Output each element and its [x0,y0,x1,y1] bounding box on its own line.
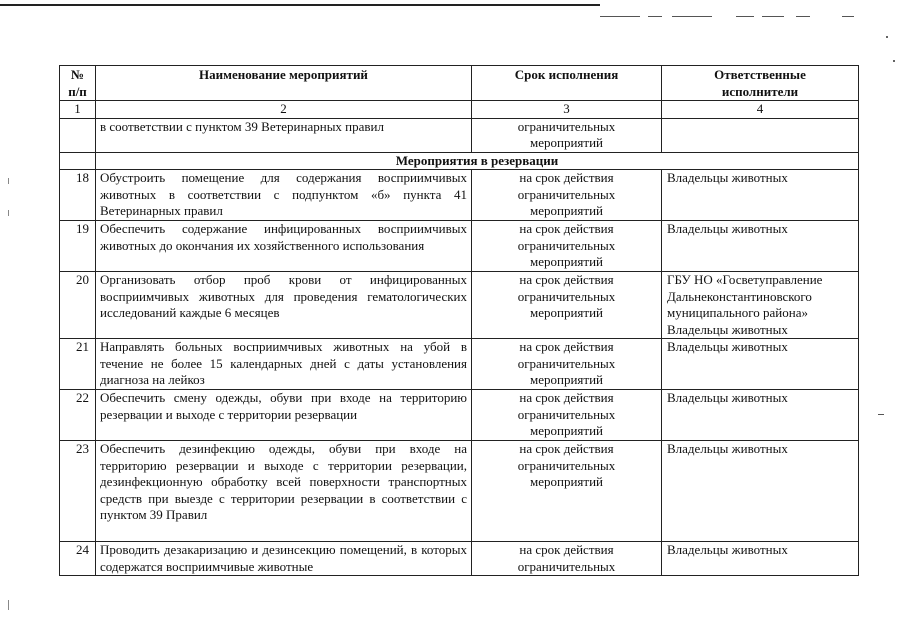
table-row [60,170,859,221]
scan-dash [762,16,784,17]
measures-table [59,65,859,576]
cell-name: Проводить дезакаризацию и дезинсекцию помещений, в которых содержатся восприимчивые животные [96,542,472,576]
table-row [60,339,859,390]
section-title: Мероприятия в резервации [96,152,859,170]
cell-num: 20 [60,272,96,339]
cell-num: 21 [60,339,96,390]
scan-tick [8,178,9,184]
cell-resp: Владельцы животных [662,170,859,221]
cell-resp: Владельцы животных [662,390,859,441]
table-row [60,390,859,441]
cell-num [60,118,96,152]
header-term: Срок исполнения [472,66,662,101]
scan-tick [8,600,9,610]
header-resp: Ответственные исполнители [662,66,859,101]
cell-resp: Владельцы животных [662,339,859,390]
cell-name: в соответствии с пунктом 39 Ветеринарных правил [96,118,472,152]
cell-term: на срок действия ограничительных мероприятий [472,339,662,390]
scan-dot [893,60,895,62]
cell-name: Обеспечить смену одежды, обуви при входе на территорию резервации и выходе с территории резервации [96,390,472,441]
col-number-2: 2 [96,101,472,119]
cell-resp: Владельцы животных [662,441,859,542]
scan-dash [600,16,640,17]
scan-dash [878,414,884,415]
cell-resp: Владельцы животных [662,221,859,272]
scan-dash [796,16,810,17]
cell-term: на срок действия ограничительных мероприятий [472,170,662,221]
cell-num: 19 [60,221,96,272]
cell-term: на срок действия ограничительных мероприятий [472,441,662,542]
cell-resp: Владельцы животных [662,542,859,576]
col-number-4: 4 [662,101,859,119]
cell-name: Организовать отбор проб крови от инфицированных восприимчивых животных для проведения гематологических исследований каждые 6 месяцев [96,272,472,339]
column-number-row [60,101,859,119]
cell-num: 23 [60,441,96,542]
cell-num: 24 [60,542,96,576]
cell-term: на срок действия ограничительных мероприятий [472,272,662,339]
cell-resp [662,118,859,152]
cell-term: на срок действия ограничительных [472,542,662,576]
table-row [60,272,859,339]
scan-dash [736,16,754,17]
cell-num: 18 [60,170,96,221]
cell-num: 22 [60,390,96,441]
cell-term: на срок действия ограничительных мероприятий [472,221,662,272]
cell-name: Направлять больных восприимчивых животных на убой в течение не более 15 календарных дней с даты установления диагноза на лейкоз [96,339,472,390]
scan-dot [886,36,888,38]
scan-dash [648,16,662,17]
table-header-row [60,66,859,101]
cell-name: Обустроить помещение для содержания восприимчивых животных в соответствии с подпунктом «б» пункта 41 Ветеринарных правил [96,170,472,221]
cell-num [60,152,96,170]
section-row [60,152,859,170]
continuation-row [60,118,859,152]
cell-name: Обеспечить содержание инфицированных восприимчивых животных до окончания их хозяйственного использования [96,221,472,272]
header-num: № п/п [60,66,96,101]
cell-term: на срок действия ограничительных мероприятий [472,390,662,441]
scan-tick [8,210,9,216]
table-row [60,542,859,576]
cell-term: ограничительных мероприятий [472,118,662,152]
scan-dash [842,16,854,17]
cell-resp: ГБУ НО «Госветуправление Дальнеконстантиновского муниципального района» Владельцы животных [662,272,859,339]
scan-top-border [0,4,600,6]
table-row [60,221,859,272]
scan-dash [672,16,712,17]
col-number-3: 3 [472,101,662,119]
col-number-1: 1 [60,101,96,119]
header-name: Наименование мероприятий [96,66,472,101]
cell-name: Обеспечить дезинфекцию одежды, обуви при входе на территорию резервации и выходе с территории резервации, дезинфекционную обработку всей поверхности транспортных средств при выезде с территории резервации в соответствии с пунктом 39 Правил [96,441,472,542]
table-row [60,441,859,542]
